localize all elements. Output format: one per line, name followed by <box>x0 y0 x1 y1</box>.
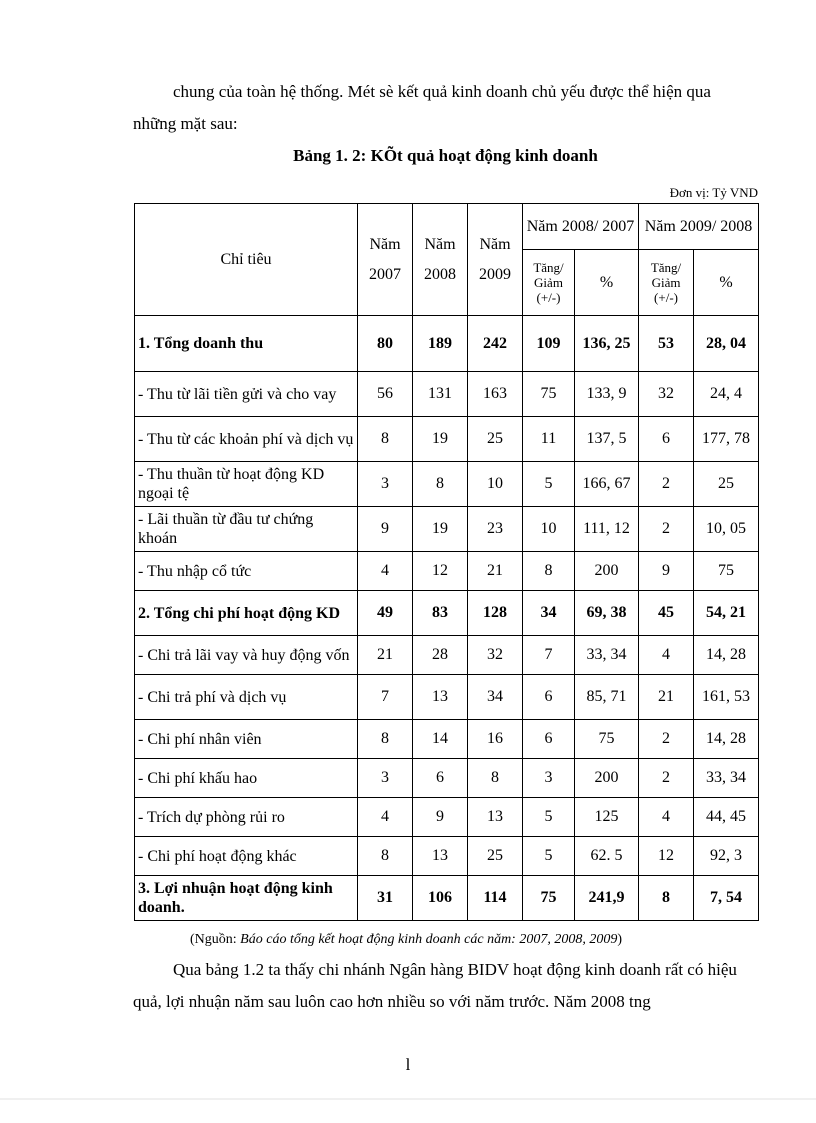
row-value: 2 <box>639 462 694 507</box>
row-label: - Thu thuần từ hoạt động KD ngoại tệ <box>135 462 358 507</box>
table-row <box>135 837 759 876</box>
row-value: 92, 3 <box>694 837 759 876</box>
row-value: 166, 67 <box>575 462 639 507</box>
row-value: 75 <box>523 876 575 921</box>
row-value: 75 <box>575 720 639 759</box>
row-value: 53 <box>639 316 694 372</box>
analysis-paragraph: Qua bảng 1.2 ta thấy chi nhánh Ngân hàng BIDV hoạt động kinh doanh rất có hiệu quả, lợi nhuận năm sau luôn cao hơn nhiều so với năm trước. Năm 2008 tng <box>133 960 737 1011</box>
row-value: 8 <box>523 552 575 591</box>
row-value: 111, 12 <box>575 507 639 552</box>
row-value: 10, 05 <box>694 507 759 552</box>
row-value: 9 <box>413 798 468 837</box>
row-label: 3. Lợi nhuận hoạt động kinh doanh. <box>135 876 358 921</box>
row-label: - Thu từ các khoản phí và dịch vụ <box>135 417 358 462</box>
row-value: 45 <box>639 591 694 636</box>
header-pct-1: % <box>575 250 639 316</box>
row-value: 133, 9 <box>575 372 639 417</box>
row-value: 3 <box>358 759 413 798</box>
unit-note: Đơn vị: Tỷ VND <box>669 185 758 200</box>
row-value: 5 <box>523 462 575 507</box>
table-row <box>135 316 759 372</box>
row-label: 2. Tổng chi phí hoạt động KD <box>135 591 358 636</box>
row-value: 242 <box>468 316 523 372</box>
table-row <box>135 507 759 552</box>
row-value: 2 <box>639 720 694 759</box>
row-value: 3 <box>523 759 575 798</box>
header-2009: Năm 2009 <box>468 204 523 316</box>
table-row <box>135 876 759 921</box>
row-value: 13 <box>468 798 523 837</box>
business-results-table <box>134 203 759 921</box>
row-value: 80 <box>358 316 413 372</box>
table-row <box>135 798 759 837</box>
table-row <box>135 591 759 636</box>
row-value: 137, 5 <box>575 417 639 462</box>
row-value: 136, 25 <box>575 316 639 372</box>
row-value: 34 <box>468 675 523 720</box>
row-value: 163 <box>468 372 523 417</box>
row-value: 54, 21 <box>694 591 759 636</box>
row-value: 8 <box>468 759 523 798</box>
row-value: 8 <box>639 876 694 921</box>
row-value: 4 <box>639 798 694 837</box>
table-row <box>135 759 759 798</box>
row-value: 12 <box>639 837 694 876</box>
row-value: 8 <box>358 417 413 462</box>
row-value: 2 <box>639 507 694 552</box>
row-value: 8 <box>358 720 413 759</box>
row-value: 10 <box>468 462 523 507</box>
row-value: 83 <box>413 591 468 636</box>
row-value: 33, 34 <box>694 759 759 798</box>
header-comp-2009-2008: Năm 2009/ 2008 <box>639 204 759 250</box>
row-value: 10 <box>523 507 575 552</box>
row-value: 25 <box>694 462 759 507</box>
header-change-1: Tăng/ Giảm (+/-) <box>523 250 575 316</box>
row-value: 31 <box>358 876 413 921</box>
row-label: - Chi phí khấu hao <box>135 759 358 798</box>
row-value: 11 <box>523 417 575 462</box>
row-value: 7 <box>358 675 413 720</box>
table-row <box>135 417 759 462</box>
row-value: 12 <box>413 552 468 591</box>
table-row <box>135 462 759 507</box>
row-value: 128 <box>468 591 523 636</box>
row-value: 241,9 <box>575 876 639 921</box>
row-value: 19 <box>413 417 468 462</box>
row-value: 21 <box>468 552 523 591</box>
intro-paragraph: chung của toàn hệ thống. Mét sè kết quả kinh doanh chủ yếu được thể hiện qua những mặt sau: <box>133 82 711 133</box>
row-value: 3 <box>358 462 413 507</box>
row-value: 24, 4 <box>694 372 759 417</box>
row-value: 6 <box>523 720 575 759</box>
row-value: 125 <box>575 798 639 837</box>
table-row <box>135 372 759 417</box>
header-2008: Năm 2008 <box>413 204 468 316</box>
row-value: 200 <box>575 552 639 591</box>
row-value: 19 <box>413 507 468 552</box>
row-value: 44, 45 <box>694 798 759 837</box>
table-row <box>135 552 759 591</box>
row-value: 6 <box>413 759 468 798</box>
row-value: 9 <box>358 507 413 552</box>
row-label: - Thu từ lãi tiền gửi và cho vay <box>135 372 358 417</box>
row-value: 69, 38 <box>575 591 639 636</box>
row-value: 2 <box>639 759 694 798</box>
row-value: 32 <box>639 372 694 417</box>
row-value: 25 <box>468 837 523 876</box>
table-row <box>135 720 759 759</box>
row-value: 177, 78 <box>694 417 759 462</box>
page-number: l <box>405 1055 411 1074</box>
row-value: 32 <box>468 636 523 675</box>
row-value: 21 <box>639 675 694 720</box>
row-value: 200 <box>575 759 639 798</box>
row-value: 7, 54 <box>694 876 759 921</box>
row-label: - Thu nhập cổ tức <box>135 552 358 591</box>
row-label: - Lãi thuần từ đầu tư chứng khoán <box>135 507 358 552</box>
row-value: 4 <box>639 636 694 675</box>
row-value: 5 <box>523 837 575 876</box>
row-label: - Chi phí hoạt động khác <box>135 837 358 876</box>
row-value: 56 <box>358 372 413 417</box>
table-caption: Bảng 1. 2: KÕt quả hoạt động kinh doanh <box>293 146 598 165</box>
row-value: 16 <box>468 720 523 759</box>
header-indicator: Chỉ tiêu <box>135 204 358 316</box>
row-label: 1. Tổng doanh thu <box>135 316 358 372</box>
header-comp-2008-2007: Năm 2008/ 2007 <box>523 204 639 250</box>
row-value: 33, 34 <box>575 636 639 675</box>
row-value: 23 <box>468 507 523 552</box>
row-value: 8 <box>413 462 468 507</box>
row-value: 14, 28 <box>694 636 759 675</box>
row-value: 14 <box>413 720 468 759</box>
row-value: 114 <box>468 876 523 921</box>
table-row <box>135 636 759 675</box>
header-2007: Năm 2007 <box>358 204 413 316</box>
row-value: 75 <box>694 552 759 591</box>
header-pct-2: % <box>694 250 759 316</box>
row-value: 5 <box>523 798 575 837</box>
row-value: 62. 5 <box>575 837 639 876</box>
table-row <box>135 675 759 720</box>
row-label: - Chi trả phí và dịch vụ <box>135 675 358 720</box>
footer-divider <box>0 1098 816 1100</box>
row-value: 49 <box>358 591 413 636</box>
row-label: - Trích dự phòng rủi ro <box>135 798 358 837</box>
row-value: 13 <box>413 837 468 876</box>
row-value: 85, 71 <box>575 675 639 720</box>
row-value: 9 <box>639 552 694 591</box>
row-value: 21 <box>358 636 413 675</box>
row-value: 28, 04 <box>694 316 759 372</box>
row-value: 28 <box>413 636 468 675</box>
row-value: 131 <box>413 372 468 417</box>
row-value: 6 <box>523 675 575 720</box>
row-value: 75 <box>523 372 575 417</box>
row-value: 13 <box>413 675 468 720</box>
row-value: 4 <box>358 798 413 837</box>
row-value: 189 <box>413 316 468 372</box>
row-value: 34 <box>523 591 575 636</box>
row-value: 106 <box>413 876 468 921</box>
row-value: 14, 28 <box>694 720 759 759</box>
row-value: 161, 53 <box>694 675 759 720</box>
row-value: 6 <box>639 417 694 462</box>
row-value: 109 <box>523 316 575 372</box>
row-label: - Chi phí nhân viên <box>135 720 358 759</box>
row-value: 4 <box>358 552 413 591</box>
source-note: (Nguồn: Báo cáo tổng kết hoạt động kinh doanh các năm: 2007, 2008, 2009) <box>190 932 623 947</box>
row-value: 7 <box>523 636 575 675</box>
row-value: 8 <box>358 837 413 876</box>
header-change-2: Tăng/ Giảm (+/-) <box>639 250 694 316</box>
row-value: 25 <box>468 417 523 462</box>
row-label: - Chi trả lãi vay và huy động vốn <box>135 636 358 675</box>
